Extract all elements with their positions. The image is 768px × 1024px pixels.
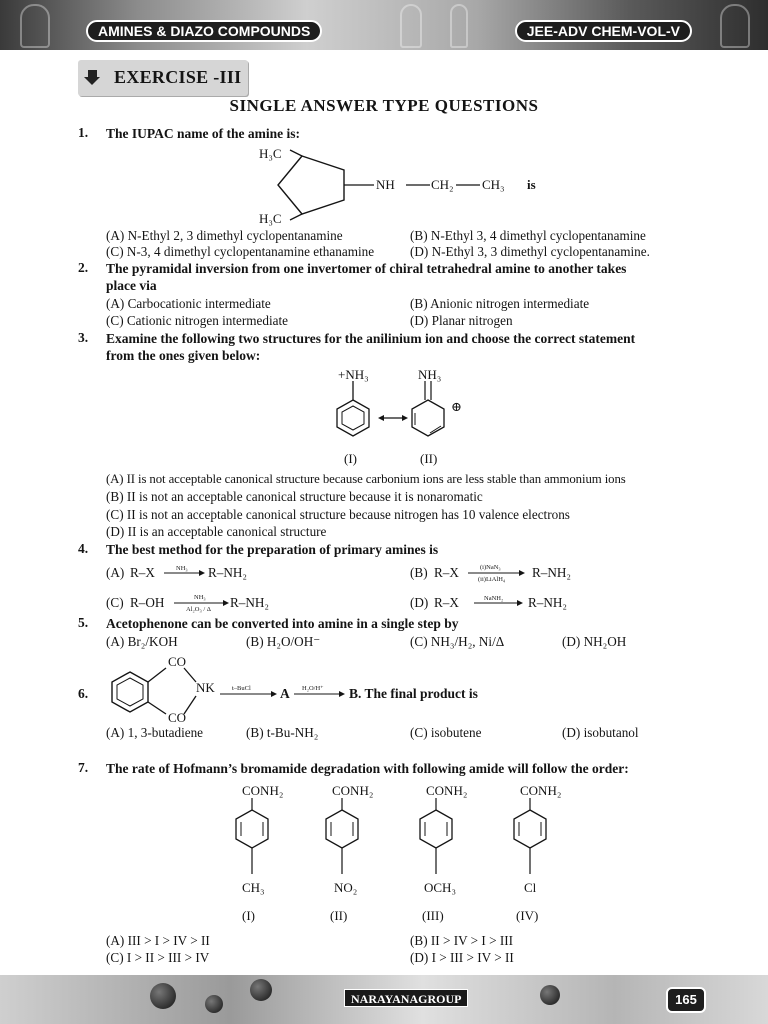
option-d: (D) Planar nitrogen	[410, 313, 513, 328]
svg-text:R–NH₂: R–NH₂	[528, 595, 568, 610]
question-number: 2.	[78, 260, 89, 275]
is-label: is	[527, 177, 536, 192]
anilinium-resonance-structures	[320, 363, 480, 471]
option-c: (C) NH₃/H₂, Ni/Δ	[410, 634, 505, 649]
svg-text:Cl: Cl	[524, 880, 537, 895]
option-c: (C) I > II > III > IV	[106, 950, 210, 965]
svg-text:t–BuCl: t–BuCl	[232, 685, 251, 692]
svg-text:H₂O/H⁺: H₂O/H⁺	[302, 685, 324, 692]
option-a-reaction	[106, 560, 286, 588]
svg-text:CONH₂: CONH₂	[520, 783, 562, 798]
option-a: (A) N-Ethyl 2, 3 dimethyl cyclopentanamine	[106, 228, 343, 243]
volume-badge: JEE-ADV CHEM-VOL-V	[515, 20, 692, 42]
carbonyl-label: CO	[168, 654, 187, 669]
molecule-decoration	[540, 985, 560, 1005]
svg-text:(ii)LiAlH₄: (ii)LiAlH₄	[478, 576, 506, 583]
amine-label: NH	[376, 177, 395, 192]
question-number: 1.	[78, 125, 89, 140]
carbonyl-label: CO	[168, 710, 187, 725]
molecule-decoration	[205, 995, 223, 1013]
svg-text:NO₂: NO₂	[334, 880, 358, 895]
svg-text:(II): (II)	[330, 908, 348, 923]
flask-decoration	[720, 4, 750, 48]
option-b: (B) II > IV > I > III	[410, 933, 513, 948]
svg-text:NH₃: NH₃	[194, 594, 206, 601]
svg-text:CONH₂: CONH₂	[242, 783, 284, 798]
svg-text:OCH₃: OCH₃	[424, 880, 456, 895]
option-b: (B) t-Bu-NH₂	[246, 725, 319, 740]
svg-text:R–X: R–X	[434, 565, 459, 580]
option-d-reaction	[410, 590, 610, 618]
exercise-title: EXERCISE -III	[114, 67, 242, 87]
svg-text:CH₃: CH₃	[242, 880, 265, 895]
option-a: (A) Carbocationic intermediate	[106, 296, 271, 311]
question-text: Examine the following two structures for the anilinium ion and choose the correct statement	[106, 331, 636, 346]
page-footer	[0, 975, 768, 1024]
question-text: place via	[106, 278, 157, 293]
section-title: SINGLE ANSWER TYPE QUESTIONS	[229, 96, 539, 115]
flask-decoration	[20, 4, 50, 48]
svg-text:R–NH₂: R–NH₂	[532, 565, 572, 580]
question-number: 6.	[78, 686, 89, 701]
methylene-label: CH₂	[431, 177, 454, 192]
option-d: (D) NH₂OH	[562, 634, 627, 649]
methyl-label: H₃C	[259, 211, 282, 226]
page-header	[0, 0, 768, 50]
svg-text:(IV): (IV)	[516, 908, 539, 923]
option-a: (A) Br₂/KOH	[106, 634, 178, 649]
benzamide-structures	[220, 778, 600, 928]
benzamide-structure-ii	[326, 783, 373, 923]
option-b: (B) H₂O/OH⁻	[246, 634, 321, 649]
svg-text:(C): (C)	[106, 595, 124, 610]
svg-text:NaNH₂: NaNH₂	[484, 595, 504, 602]
svg-text:R–X: R–X	[130, 565, 155, 580]
publisher-brand: NARAYANAGROUP	[344, 989, 468, 1007]
option-b-reaction	[410, 560, 610, 588]
option-a: (A) II is not acceptable canonical structure because carbonium ions are less stable than ammonium ions	[106, 472, 626, 486]
page-number: 165	[666, 987, 706, 1013]
option-c-reaction	[106, 590, 296, 618]
svg-text:CONH₂: CONH₂	[426, 783, 468, 798]
svg-text:(III): (III)	[422, 908, 444, 923]
question-text: The pyramidal inversion from one invertomer of chiral tetrahedral amine to another takes	[106, 261, 627, 276]
option-a: (A) III > I > IV > II	[106, 933, 210, 948]
option-b: (B) N-Ethyl 3, 4 dimethyl cyclopentanamine	[410, 228, 646, 243]
positive-charge-symbol: ⊕	[451, 399, 462, 414]
option-c: (C) isobutene	[410, 725, 482, 740]
option-c: (C) Cationic nitrogen intermediate	[106, 313, 289, 328]
svg-text:R–X: R–X	[434, 595, 459, 610]
svg-text:R–NH₂: R–NH₂	[230, 595, 270, 610]
option-d: (D) II is an acceptable canonical structure	[106, 524, 327, 539]
svg-text:(B): (B)	[410, 565, 428, 580]
question-number: 5.	[78, 615, 89, 630]
nk-label: NK	[196, 680, 215, 695]
question-text: The rate of Hofmann’s bromamide degradation with following amide will follow the order:	[106, 761, 629, 776]
question-text: The best method for the preparation of primary amines is	[106, 542, 439, 557]
svg-text:(D): (D)	[410, 595, 429, 610]
option-d: (D) N-Ethyl 3, 3 dimethyl cyclopentanamine.	[410, 244, 650, 259]
molecule-decoration	[250, 979, 272, 1001]
question-text: The IUPAC name of the amine is:	[106, 126, 300, 141]
option-b: (B) II is not an acceptable canonical structure because it is nonaromatic	[106, 489, 483, 504]
option-d: (D) I > III > IV > II	[410, 950, 514, 965]
potassium-phthalimide-structure	[100, 652, 220, 724]
svg-text:B. The final product is: B. The final product is	[349, 686, 478, 701]
benzamide-structure-i	[236, 783, 283, 923]
svg-text:(A): (A)	[106, 565, 125, 580]
ammonium-label: +NH₃	[338, 367, 369, 382]
cyclopentanamine-structure	[250, 142, 550, 226]
phthalimide-reaction-sequence	[218, 680, 518, 708]
structure-label-i: (I)	[344, 451, 357, 466]
flask-decoration	[400, 4, 422, 48]
svg-text:(I): (I)	[242, 908, 255, 923]
option-c: (C) II is not an acceptable canonical structure because nitrogen has 10 valence electrons	[106, 507, 570, 522]
svg-text:A: A	[280, 686, 290, 701]
svg-text:NH₃: NH₃	[176, 565, 188, 572]
option-d: (D) isobutanol	[562, 725, 639, 740]
structure-label-ii: (II)	[420, 451, 438, 466]
benzamide-structure-iii	[420, 783, 467, 923]
question-number: 3.	[78, 330, 89, 345]
chapter-title-badge: AMINES & DIAZO COMPOUNDS	[86, 20, 322, 42]
svg-text:R–OH: R–OH	[130, 595, 165, 610]
molecule-decoration	[150, 983, 176, 1009]
methyl-label: CH₃	[482, 177, 505, 192]
exercise-heading	[78, 60, 248, 96]
question-text: from the ones given below:	[106, 348, 261, 363]
option-c: (C) N-3, 4 dimethyl cyclopentanamine ethanamine	[106, 244, 375, 259]
question-number: 4.	[78, 541, 89, 556]
option-a: (A) 1, 3-butadiene	[106, 725, 204, 740]
svg-text:R–NH₂: R–NH₂	[208, 565, 248, 580]
svg-text:Al₂O₃ / Δ: Al₂O₃ / Δ	[186, 606, 211, 613]
flask-decoration	[450, 4, 468, 48]
svg-text:(i)NaN₃: (i)NaN₃	[480, 564, 501, 571]
option-b: (B) Anionic nitrogen intermediate	[410, 296, 590, 311]
question-number: 7.	[78, 760, 89, 775]
svg-text:CONH₂: CONH₂	[332, 783, 374, 798]
benzamide-structure-iv	[514, 783, 561, 923]
amine-label: NH₃	[418, 367, 442, 382]
methyl-label: H₃C	[259, 146, 282, 161]
question-text: Acetophenone can be converted into amine in a single step by	[106, 616, 459, 631]
